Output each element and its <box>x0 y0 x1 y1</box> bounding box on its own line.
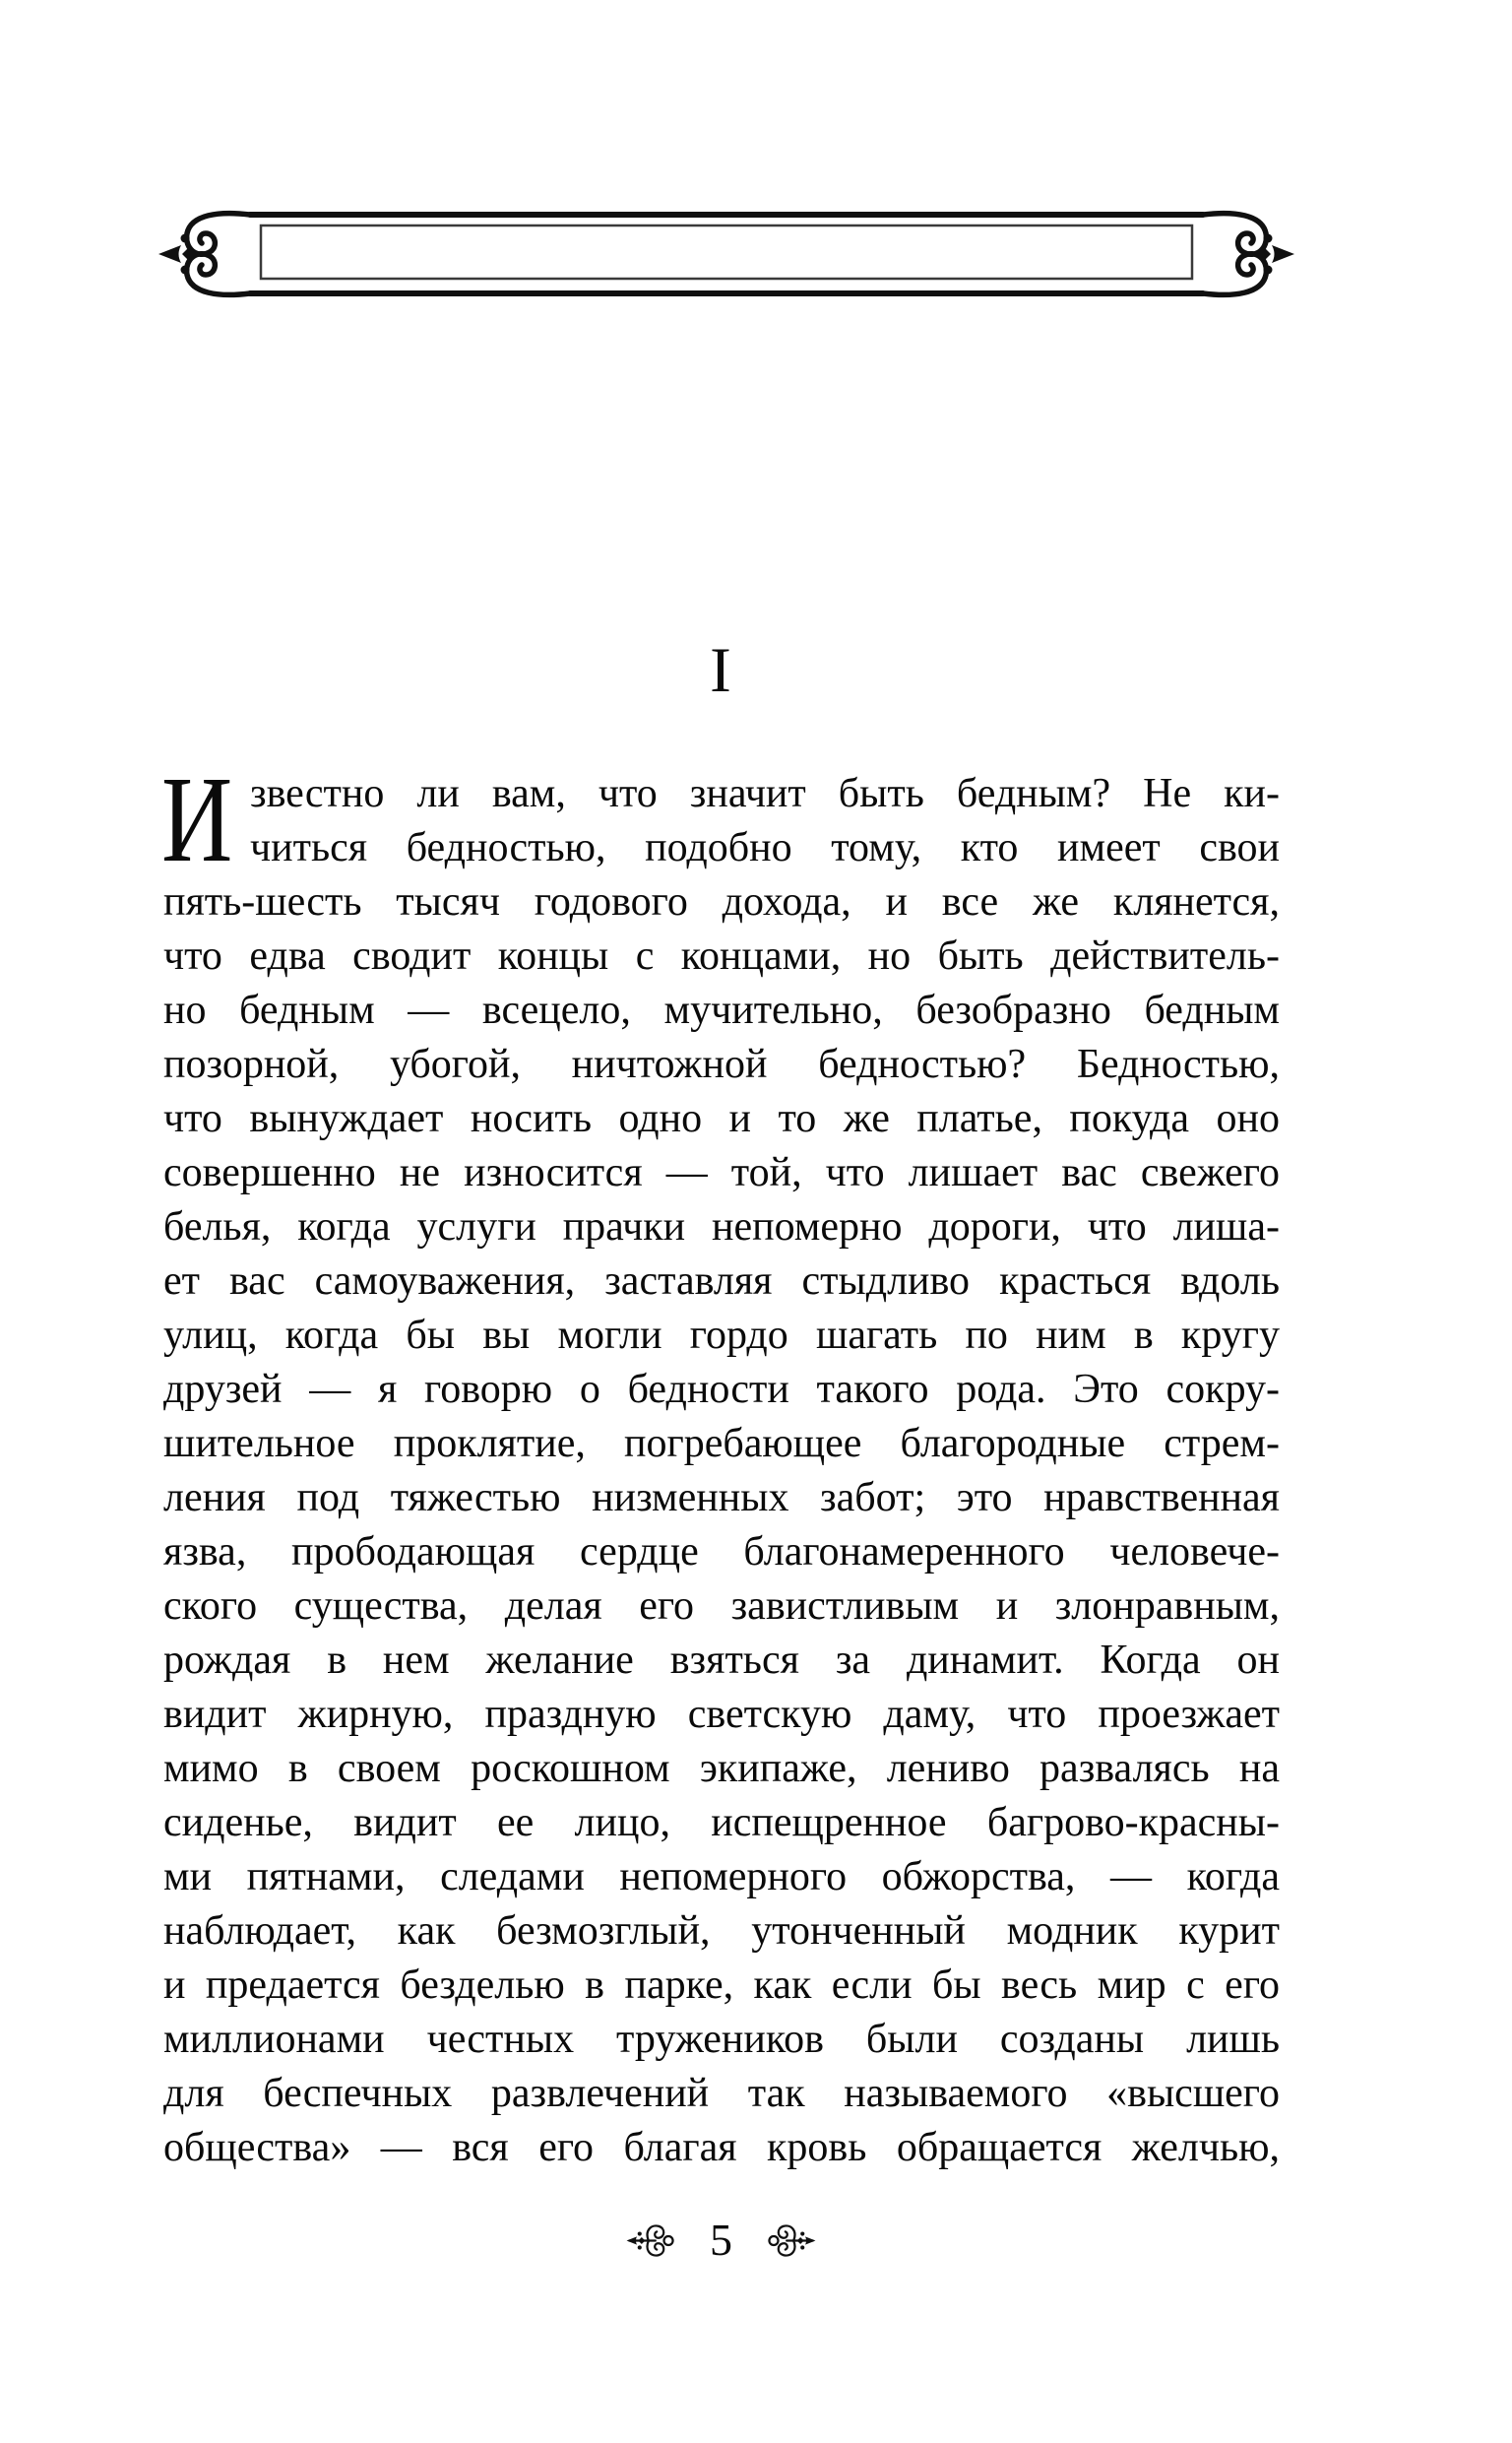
text-line: ского существа, делая его завистливым и злонравным, <box>163 1583 1280 1629</box>
text-line: сиденье, видит ее лицо, испещренное багрово-красны- <box>163 1800 1280 1845</box>
text-line: читься бедностью, подобно тому, кто имеет свои <box>250 825 1280 870</box>
header-ornament-icon <box>156 205 1297 303</box>
text-line: видит жирную, праздную светскую даму, что проезжает <box>163 1692 1280 1737</box>
text-line: белья, когда услуги прачки непомерно дороги, что лиша- <box>163 1204 1280 1250</box>
scroll-end-left-icon <box>158 214 250 295</box>
text-line: что едва сводит концы с концами, но быть действитель- <box>163 933 1280 979</box>
chapter-heading: I <box>710 635 732 706</box>
text-line: что вынуждает носить одно и то же платье, покуда оно <box>163 1096 1280 1141</box>
text-line: общества» — вся его благая кровь обращается желчью, <box>163 2125 1280 2170</box>
text-line: и предается безделью в парке, как если бы весь мир с его <box>163 1962 1280 2008</box>
footer-fleuron-left-icon <box>625 2221 680 2260</box>
paragraph-text <box>163 767 1280 2175</box>
page-number: 5 <box>710 2215 732 2265</box>
page-footer <box>162 2215 1280 2265</box>
drop-cap: И <box>161 752 233 888</box>
text-line: улиц, когда бы вы могли гордо шагать по ним в кругу <box>163 1313 1280 1358</box>
text-line: друзей — я говорю о бедности такого рода. Это сокру- <box>163 1367 1280 1412</box>
text-line: наблюдает, как безмозглый, утонченный модник курит <box>163 1908 1280 1954</box>
text-line: совершенно не износится — той, что лишает вас свежего <box>163 1150 1280 1195</box>
text-line: ления под тяжестью низменных забот; это нравственная <box>163 1475 1280 1520</box>
text-line: шительное проклятие, погребающее благородные стрем- <box>163 1421 1280 1466</box>
text-line: миллионами честных тружеников были созданы лишь <box>163 2017 1280 2062</box>
scroll-end-right-icon <box>1203 214 1294 295</box>
text-line: ми пятнами, следами непомерного обжорства, — когда <box>163 1854 1280 1899</box>
rule-inner-frame <box>261 225 1192 279</box>
footer-fleuron-right-icon <box>762 2221 817 2260</box>
text-line: но бедным — всецело, мучительно, безобразно бедным <box>163 988 1280 1033</box>
text-line: для беспечных развлечений так называемого «высшего <box>163 2071 1280 2116</box>
text-line: ет вас самоуважения, заставляя стыдливо красться вдоль <box>163 1258 1280 1304</box>
text-line: звестно ли вам, что значит быть бедным? Не ки- <box>250 771 1280 816</box>
text-line: пять-шесть тысяч годового дохода, и все же клянется, <box>163 879 1280 925</box>
text-line: мимо в своем роскошном экипаже, лениво развалясь на <box>163 1746 1280 1791</box>
text-line: язва, прободающая сердце благонамеренного человече- <box>163 1529 1280 1575</box>
text-line: позорной, убогой, ничтожной бедностью? Бедностью, <box>163 1042 1280 1087</box>
text-line: рождая в нем желание взяться за динамит. Когда он <box>163 1638 1280 1683</box>
